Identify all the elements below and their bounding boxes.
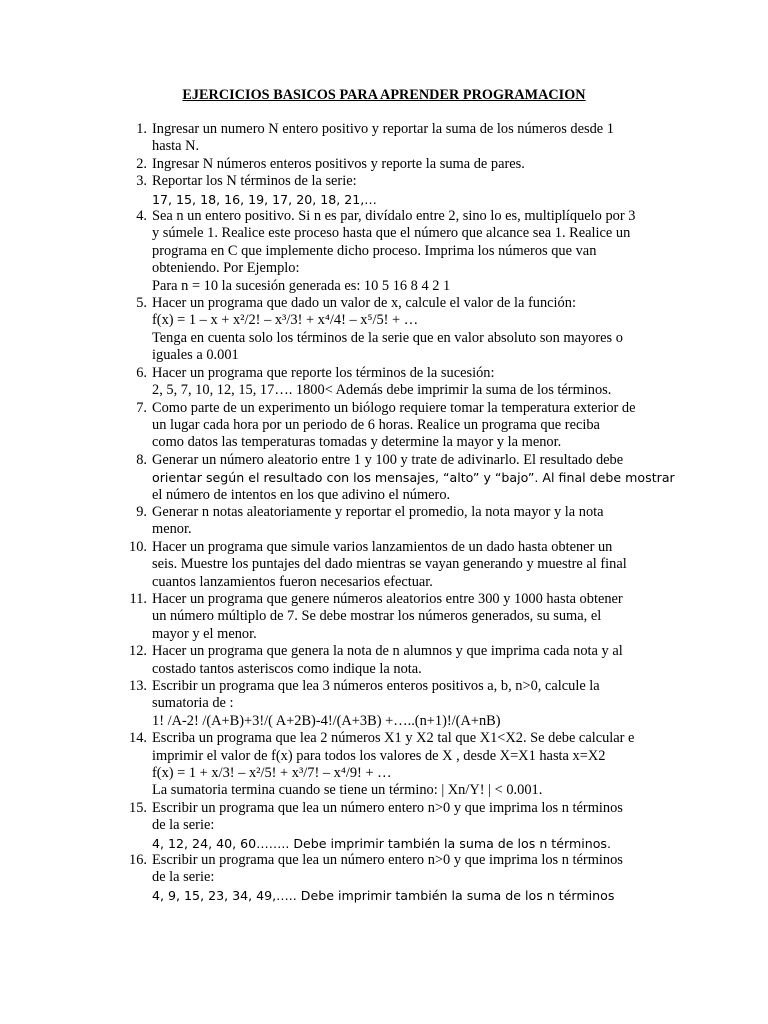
- exercise-text: Para n = 10 la sucesión generada es: 10 5 16 8 4 2 1: [152, 277, 451, 294]
- exercise-text: Ingresar N números enteros positivos y reporte la suma de pares.: [152, 155, 525, 172]
- exercise-text: Hacer un programa que dado un valor de x, calcule el valor de la función:: [152, 295, 576, 312]
- exercise-number: 6.: [136, 364, 147, 381]
- exercise-item: [115, 800, 735, 852]
- exercise-item: [115, 400, 735, 452]
- exercise-item: [115, 591, 735, 643]
- exercise-text: y súmele 1. Realice este proceso hasta que el número que alcance sea 1. Realice un: [152, 225, 631, 242]
- exercise-number: 10.: [129, 538, 147, 555]
- formula: 1! /A-2! /(A+B)+3!/( A+2B)-4!/(A+3B) +…..(n+1)!/(A+nB): [152, 712, 501, 729]
- exercise-item: [115, 173, 735, 208]
- exercise-text: imprimir el valor de f(x) para todos los valores de X , desde X=X1 hasta x=X2: [152, 747, 606, 764]
- exercise-number: 2.: [136, 155, 147, 172]
- exercise-number: 15.: [129, 799, 147, 816]
- exercise-text: mayor y el menor.: [152, 625, 257, 642]
- exercise-list: [115, 121, 735, 904]
- exercise-item: [115, 452, 735, 504]
- exercise-text: Hacer un programa que genere números aleatorios entre 300 y 1000 hasta obtener: [152, 590, 623, 607]
- series-example: 17, 15, 18, 16, 19, 17, 20, 18, 21,…: [152, 191, 377, 207]
- exercise-number: 8.: [136, 451, 147, 468]
- exercise-item: [115, 539, 735, 591]
- exercise-item: [115, 643, 735, 678]
- exercise-item: [115, 365, 735, 400]
- exercise-text: Hacer un programa que genera la nota de n alumnos y que imprima cada nota y al: [152, 643, 623, 660]
- exercise-text: de la serie:: [152, 869, 215, 886]
- exercise-text: Generar n notas aleatoriamente y reportar el promedio, la nota mayor y la nota: [152, 503, 604, 520]
- exercise-text: un lugar cada hora por un periodo de 6 horas. Realice un programa que reciba: [152, 416, 600, 433]
- exercise-item: [115, 156, 735, 173]
- exercise-text: Hacer un programa que reporte los términos de la sucesión:: [152, 364, 495, 381]
- exercise-item: [115, 504, 735, 539]
- exercise-item: [115, 678, 735, 730]
- series-example: 2, 5, 7, 10, 12, 15, 17…. 1800< Además debe imprimir la suma de los términos.: [152, 382, 612, 399]
- exercise-text: un número múltiplo de 7. Se debe mostrar los números generados, su suma, el: [152, 608, 602, 625]
- exercise-number: 14.: [129, 730, 147, 747]
- exercise-text: como datos las temperaturas tomadas y determine la mayor y la menor.: [152, 434, 562, 451]
- exercise-text: de la serie:: [152, 817, 215, 834]
- exercise-text: Hacer un programa que simule varios lanzamientos de un dado hasta obtener un: [152, 538, 613, 555]
- exercise-text: menor.: [152, 521, 192, 538]
- exercise-number: 16.: [129, 852, 147, 869]
- exercise-item: [115, 852, 735, 904]
- exercise-text: hasta N.: [152, 138, 200, 155]
- exercise-text: costado tantos asteriscos como indique la nota.: [152, 660, 422, 677]
- exercise-text: Escribir un programa que lea un número entero n>0 y que imprima los n términos: [152, 852, 623, 869]
- exercise-text: el número de intentos en los que adivino el número.: [152, 486, 451, 503]
- exercise-text: seis. Muestre los puntajes del dado mientras se vayan generando y muestre al final: [152, 556, 627, 573]
- series-example: 4, 9, 15, 23, 34, 49,….. Debe imprimir también la suma de los n términos: [152, 887, 615, 903]
- exercise-text: cuantos lanzamientos fueron necesarios efectuar.: [152, 573, 433, 590]
- exercise-number: 13.: [129, 678, 147, 694]
- exercise-item: [115, 295, 735, 365]
- exercise-text: orientar según el resultado con los mensajes, “alto” y “bajo”. Al final debe mostrar: [152, 470, 675, 486]
- exercise-item: [115, 730, 735, 800]
- exercise-text: obteniendo. Por Ejemplo:: [152, 260, 300, 277]
- exercise-text: Sea n un entero positivo. Si n es par, divídalo entre 2, sino lo es, multiplíquelo por 3: [152, 208, 636, 225]
- exercise-text: sumatoria de :: [152, 695, 234, 712]
- exercise-number: 5.: [136, 295, 147, 312]
- exercise-number: 1.: [136, 121, 147, 137]
- exercise-text: Escribir un programa que lea 3 números enteros positivos a, b, n>0, calcule la: [152, 678, 600, 694]
- exercise-text: programa en C que implemente dicho proceso. Imprima los números que van: [152, 242, 597, 259]
- document-title: EJERCICIOS BASICOS PARA APRENDER PROGRAMACION: [182, 87, 586, 103]
- series-example: 4, 12, 24, 40, 60…….. Debe imprimir también la suma de los n términos.: [152, 835, 611, 851]
- exercise-number: 12.: [129, 643, 147, 660]
- exercise-number: 9.: [136, 503, 147, 520]
- exercise-text: Reportar los N términos de la serie:: [152, 173, 357, 190]
- exercise-text: Generar un número aleatorio entre 1 y 100 y trate de adivinarlo. El resultado debe: [152, 451, 624, 468]
- exercise-text: Tenga en cuenta solo los términos de la serie que en valor absoluto son mayores o: [152, 329, 623, 346]
- formula: f(x) = 1 – x + x²/2! – x³/3! + x⁴/4! – x⁵/5! + …: [152, 312, 419, 329]
- exercise-text: La sumatoria termina cuando se tiene un término: | Xn/Y! | < 0.001.: [152, 782, 543, 799]
- exercise-number: 7.: [136, 399, 147, 416]
- exercise-text: Ingresar un numero N entero positivo y reportar la suma de los números desde 1: [152, 121, 614, 137]
- exercise-text: iguales a 0.001: [152, 347, 239, 364]
- exercise-item: [115, 208, 735, 295]
- exercise-number: 4.: [136, 208, 147, 225]
- exercise-item: [115, 121, 735, 156]
- exercise-text: Escribir un programa que lea un número entero n>0 y que imprima los n términos: [152, 799, 623, 816]
- exercise-text: Escriba un programa que lea 2 números X1 y X2 tal que X1<X2. Se debe calcular e: [152, 730, 635, 747]
- formula: f(x) = 1 + x/3! – x²/5! + x³/7! – x⁴/9! + …: [152, 765, 392, 782]
- exercise-text: Como parte de un experimento un biólogo requiere tomar la temperatura exterior de: [152, 399, 636, 416]
- exercise-number: 11.: [129, 590, 147, 607]
- exercise-number: 3.: [136, 173, 147, 190]
